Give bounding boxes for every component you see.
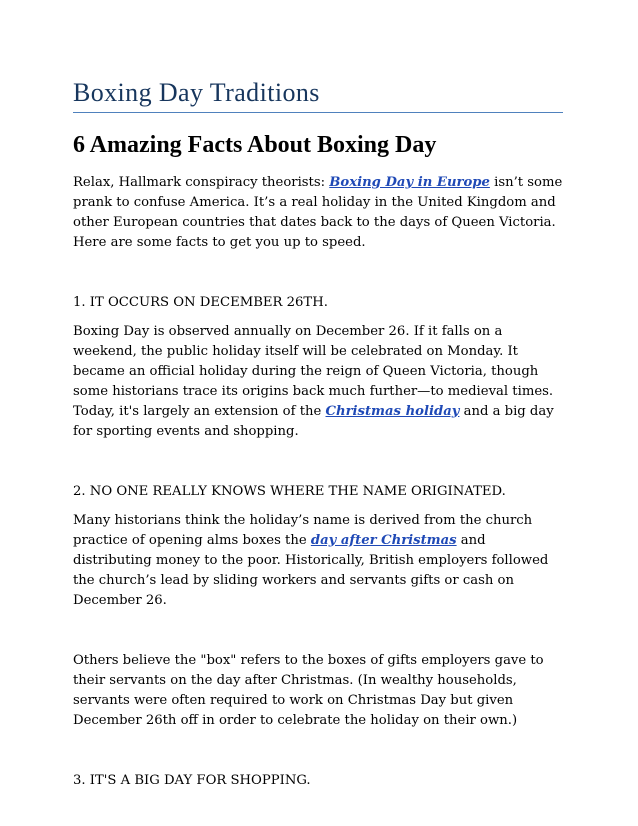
christmas-holiday-link[interactable]: Christmas holiday	[325, 404, 460, 419]
fact-1-heading: 1. IT OCCURS ON DECEMBER 26TH.	[73, 295, 328, 310]
fact-3-heading: 3. IT'S A BIG DAY FOR SHOPPING.	[73, 773, 311, 788]
fact-2-extra-paragraph: Others believe the "box" refers to the boxes of gifts employers gave to their servants on the day after Christmas. (In wealthy households, servants were often required to work on Christmas Day but given December 26th off in order to celebrate the holiday on their own.)	[73, 653, 544, 728]
fact-1-text: Boxing Day is observed annually on December 26. If it falls on a weekend, the public holiday itself will be celebrated on Monday. It became an official holiday during the reign of Queen Victoria, though some historians trace its origins back much further—to medieval times. Today, it's largely an extension of the	[73, 324, 554, 419]
day-after-christmas-link[interactable]: day after Christmas	[310, 533, 457, 548]
fact-2-paragraph	[73, 511, 563, 611]
fact-1-text-continued: and a big day for sporting events and shopping.	[73, 404, 554, 439]
intro-text-continued: isn’t some prank to confuse America. It’s a real holiday in the United Kingdom and other European countries that dates back to the days of Queen Victoria. Here are some facts to get you up to speed.	[73, 175, 563, 250]
intro-text: Relax, Hallmark conspiracy theorists:	[73, 175, 330, 190]
fact-2-heading: 2. NO ONE REALLY KNOWS WHERE THE NAME ORIGINATED.	[73, 484, 506, 499]
fact-2-text-continued: and distributing money to the poor. Historically, British employers followed the church’s lead by sliding workers and servants gifts or cash on December 26.	[73, 533, 549, 608]
fact-1-paragraph	[73, 322, 563, 442]
fact-2-text: Many historians think the holiday’s name is derived from the church practice of opening alms boxes the	[73, 513, 533, 548]
intro-paragraph	[73, 173, 563, 253]
article-heading: 6 Amazing Facts About Boxing Day	[73, 132, 437, 158]
document-page	[73, 78, 563, 791]
boxing-day-europe-link[interactable]: Boxing Day in Europe	[329, 175, 490, 190]
document-title: Boxing Day Traditions	[73, 78, 563, 113]
